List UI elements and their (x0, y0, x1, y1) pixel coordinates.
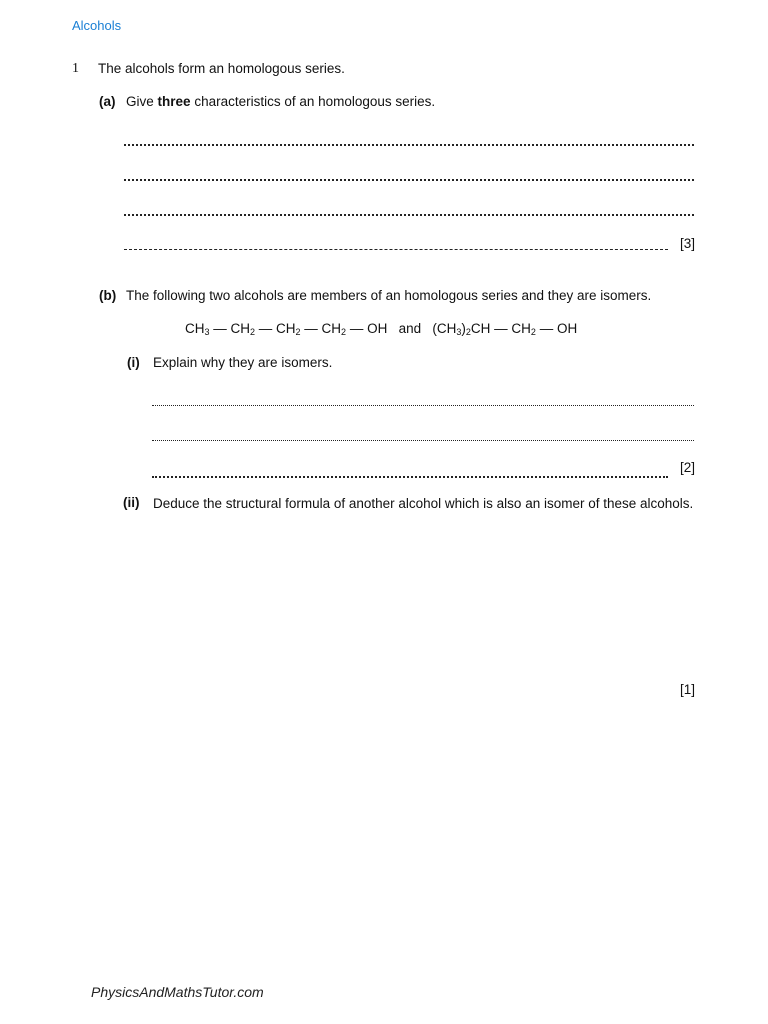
part-a-marks: [3] (680, 236, 696, 251)
sub-i-label-text: (i) (127, 355, 140, 370)
answer-line-a3[interactable] (124, 214, 694, 216)
sub-ii-label-text: (ii) (123, 495, 140, 510)
sub-i-marks: [2] (680, 460, 696, 475)
question-number: 1 (72, 61, 79, 76)
part-b-label (99, 288, 116, 303)
chemical-formulae (185, 321, 577, 336)
sub-ii-label (123, 495, 140, 510)
answer-line-i1[interactable] (152, 405, 694, 406)
part-a-label (99, 94, 116, 109)
answer-line-i2[interactable] (152, 440, 694, 441)
part-b-text: The following two alcohols are members of an homologous series and they are isomers. (126, 288, 652, 303)
question-stem: The alcohols form an homologous series. (98, 61, 345, 76)
footer-site: PhysicsAndMathsTutor.com (91, 984, 264, 1000)
part-a-text-before: Give (126, 94, 154, 109)
part-a-prompt (126, 94, 435, 109)
part-a-label-text: (a) (99, 94, 116, 109)
part-a-text-after: characteristics of an homologous series. (194, 94, 436, 109)
formula-2: $(CH_3)_2CH$ — $CH_2$ — OH (432, 321, 578, 337)
formula-connector: and (398, 321, 422, 336)
part-b-label-text: (b) (99, 288, 117, 303)
part-a-text-bold: three (157, 94, 191, 109)
sub-i-label (127, 355, 140, 370)
sub-i-text: Explain why they are isomers. (153, 355, 333, 370)
formula-1: $CH_3$ — $CH_2$ — $CH_2$ — $CH_2$ — OH (185, 321, 388, 337)
answer-line-a2[interactable] (124, 179, 694, 181)
sub-ii-marks: [1] (680, 682, 696, 697)
answer-line-a4[interactable] (124, 249, 668, 250)
page-header: Alcohols (72, 18, 122, 33)
answer-space-ii[interactable] (153, 540, 696, 670)
answer-line-i3[interactable] (152, 476, 668, 478)
sub-ii-text: Deduce the structural formula of another alcohol which is also an isomer of these alcohols. (153, 496, 694, 511)
answer-line-a1[interactable] (124, 144, 694, 146)
